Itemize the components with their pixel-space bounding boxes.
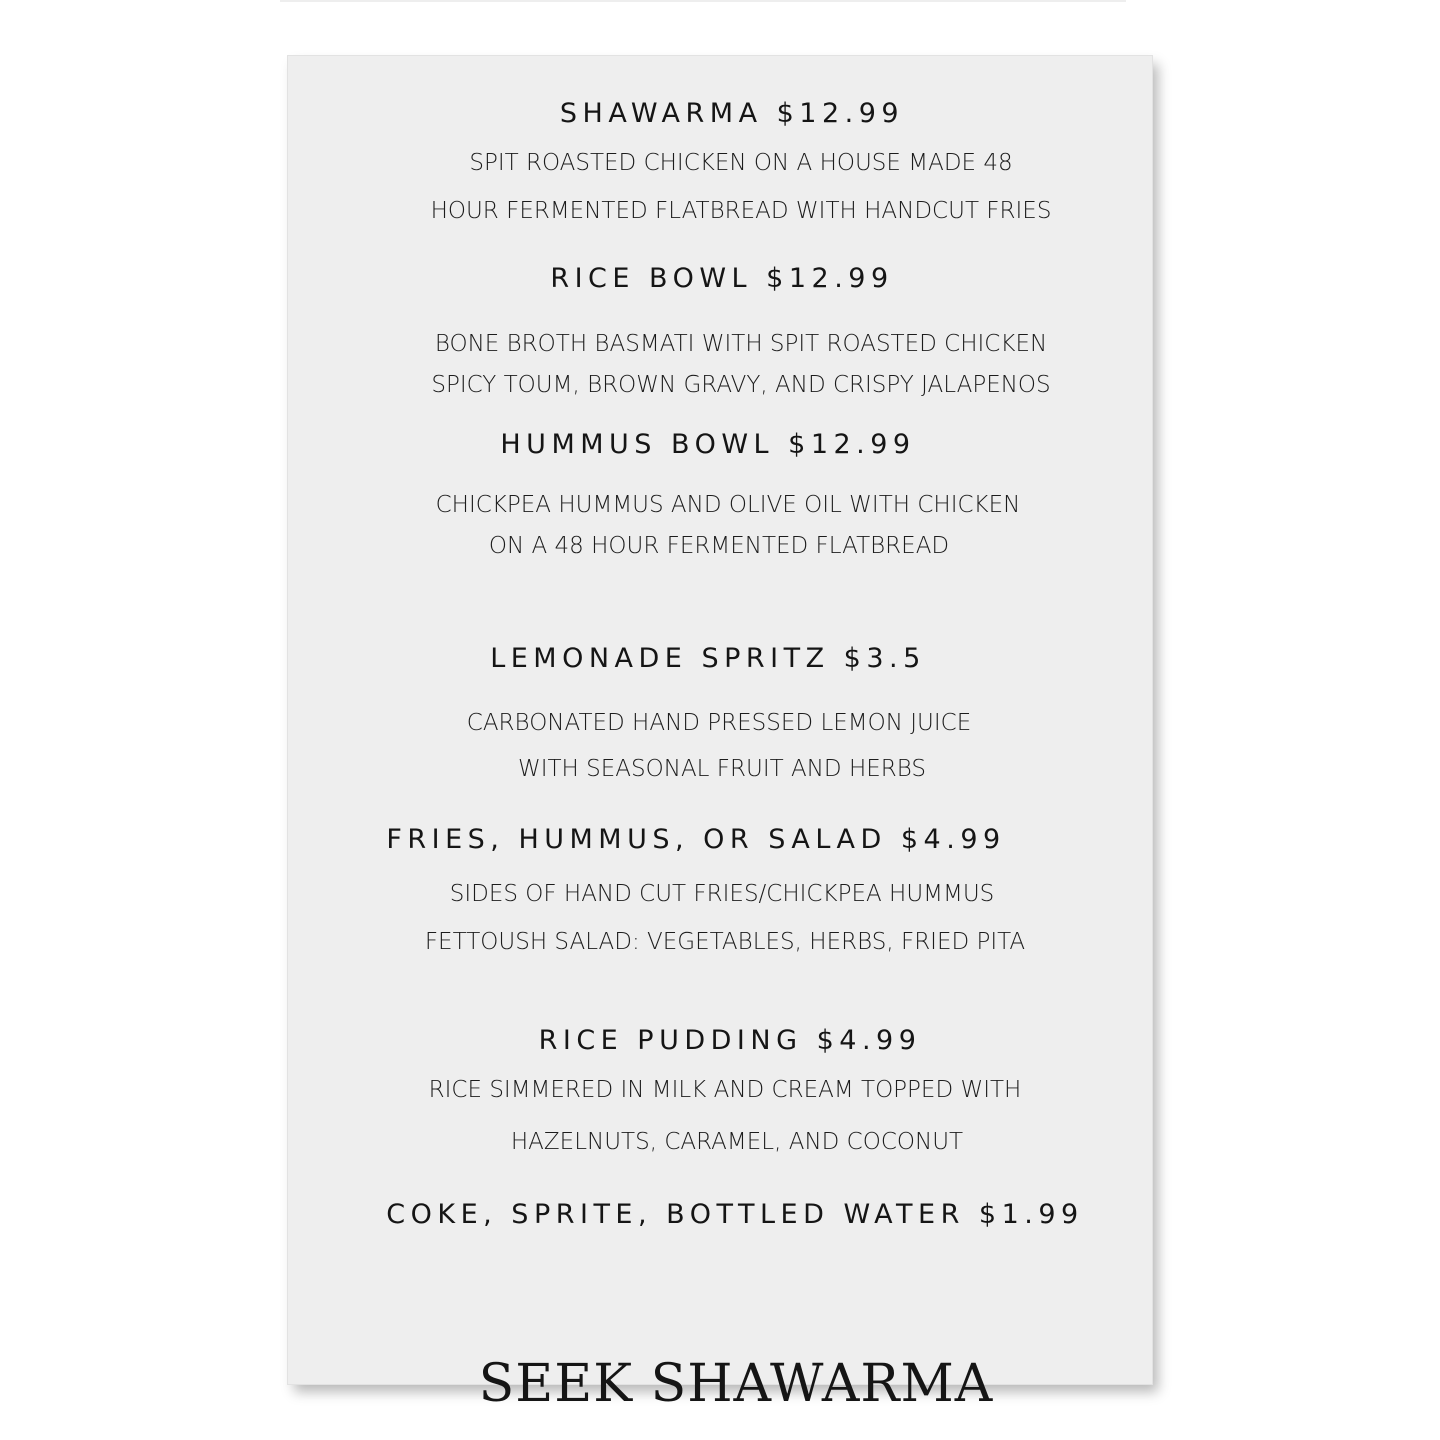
menu-item-description: FETTOUSH SALAD: VEGETABLES, HERBS, FRIED PITA — [424, 929, 1026, 955]
menu-item-description: WITH SEASONAL FRUIT AND HERBS — [517, 756, 927, 782]
menu-item-title: RICE BOWL $12.99 — [550, 263, 894, 294]
menu-item-description: ON A 48 HOUR FERMENTED FLATBREAD — [488, 533, 950, 559]
menu-item-description: SPIT ROASTED CHICKEN ON A HOUSE MADE 48 — [469, 150, 1013, 176]
menu-item-description: SPICY TOUM, BROWN GRAVY, AND CRISPY JALAPENOS — [431, 372, 1051, 398]
menu-item-description: RICE SIMMERED IN MILK AND CREAM TOPPED WITH — [428, 1077, 1022, 1103]
menu-item-description: CARBONATED HAND PRESSED LEMON JUICE — [466, 710, 972, 736]
top-divider — [280, 0, 1126, 2]
menu-item-description: HAZELNUTS, CARAMEL, AND COCONUT — [510, 1129, 964, 1155]
menu-card — [288, 56, 1152, 1414]
menu-item-title: FRIES, HUMMUS, OR SALAD $4.99 — [386, 824, 1006, 855]
menu-item-description: CHICKPEA HUMMUS AND OLIVE OIL WITH CHICKEN — [435, 492, 1021, 518]
menu-item-description: BONE BROTH BASMATI WITH SPIT ROASTED CHICKEN — [434, 331, 1048, 357]
menu-item-title: HUMMUS BOWL $12.99 — [500, 429, 916, 460]
menu-item-description: SIDES OF HAND CUT FRIES/CHICKPEA HUMMUS — [449, 881, 995, 907]
menu-item-title: COKE, SPRITE, BOTTLED WATER $1.99 — [386, 1199, 1084, 1230]
brand-wordmark: SEEK SHAWARMA — [478, 1354, 994, 1414]
menu-item-description: HOUR FERMENTED FLATBREAD WITH HANDCUT FRIES — [430, 198, 1052, 224]
menu-item-title: RICE PUDDING $4.99 — [538, 1025, 922, 1056]
menu-item-title: SHAWARMA $12.99 — [559, 98, 905, 129]
menu-item-title: LEMONADE SPRITZ $3.5 — [490, 643, 926, 674]
